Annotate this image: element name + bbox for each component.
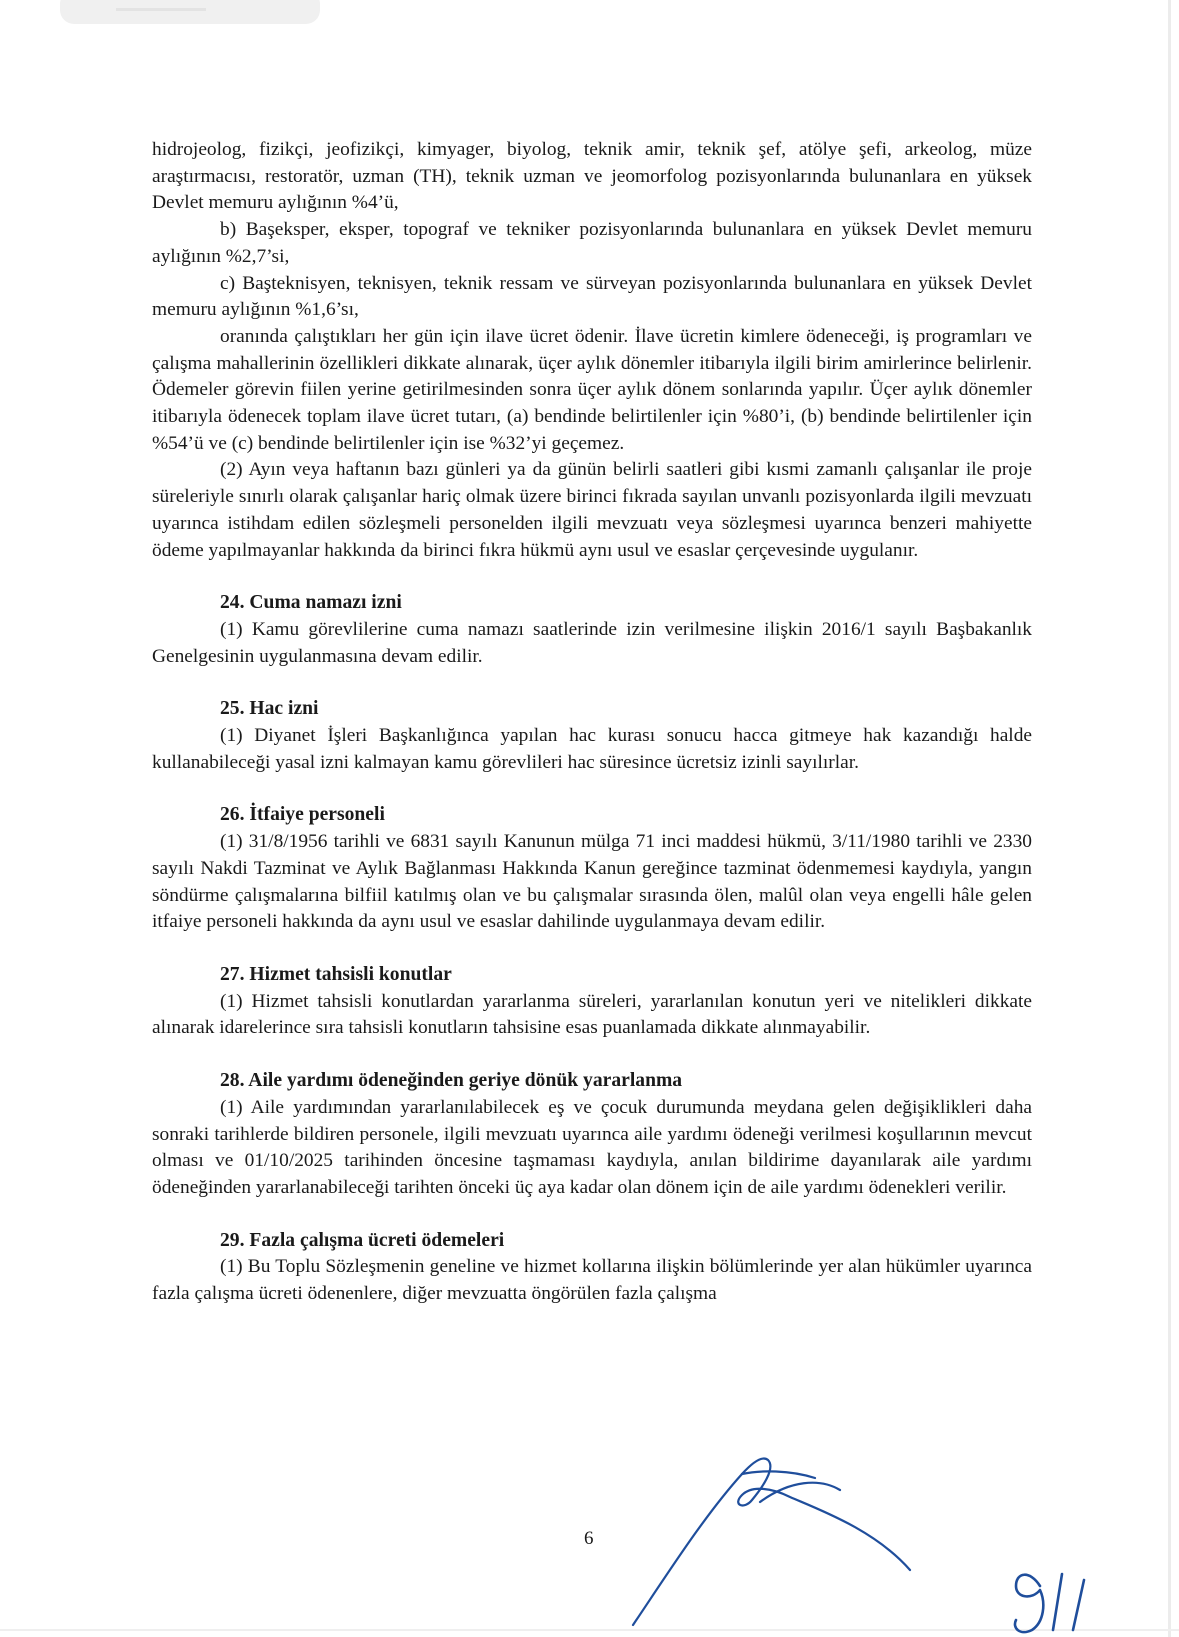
initials-mark [1015,1574,1084,1632]
signature-loop [760,1483,840,1502]
section-heading-28: 28. Aile yardımı ödeneğinden geriye dönük yararlanma [220,1070,683,1092]
paragraph-item-b: b) Başeksper, eksper, topograf ve tekniker pozisyonlarında bulunanlara en yüksek Devlet memuru aylığının %2,7’si, [152,219,1032,267]
paragraph-item-c: c) Başteknisyen, teknisyen, teknik ressam ve sürveyan pozisyonlarında bulunanlara en yüksek Devlet memuru aylığının %1,6’sı, [152,272,1032,321]
page-number: 6 [584,1528,594,1549]
section-text-24: (1) Kamu görevlilerine cuma namazı saatlerinde izin verilmesine ilişkin 2016/1 sayılı Başbakanlık Genelgesinin uygulanmasına devam edilir. [152,618,1032,667]
paragraph-continuation: hidrojeolog, fizikçi, jeofizikçi, kimyager, biyolog, teknik amir, teknik şef, atölye şefi, arkeolog, müze araştırmacısı, restoratör, uzman (TH), teknik uzman ve jeomorfolog pozisyonlarında bulunanlara en yüksek Devlet memuru aylığının %4’ü, [152,139,1032,214]
section-heading-29: 29. Fazla çalışma ücreti ödemeleri [220,1229,505,1251]
signature-tail [742,1471,815,1478]
section-text-26: (1) 31/8/1956 tarihli ve 6831 sayılı Kanunun mülga 71 inci maddesi hükmü, 3/11/1980 tarihli ve 2330 sayılı Nakdi Tazminat ve Aylık Bağlanması Hakkında Kanun gereğince tazminat ödenmemesi kaydıyla, yangın söndürme çalışmalarına bilfiil katılmış olan ve bu çalışmalar sırasında ölen, malûl olan veya engelli hâle gelen itfaiye personeli hakkında da aynı usul ve esaslar dahilinde uygulanmaya devam edilir. [152,831,1032,933]
signature-stroke [633,1458,910,1625]
section-heading-26: 26. İtfaiye personeli [220,804,385,826]
section-heading-24: 24. Cuma namazı izni [220,592,402,614]
section-heading-25: 25. Hac izni [220,698,319,720]
section-text-27: (1) Hizmet tahsisli konutlardan yararlanma süreleri, yararlanılan konutun yeri ve nitelikleri dikkate alınarak idarelerince sıra tahsisli konutların tahsisine esas puanlamada dikkate alınmayabilir. [152,990,1032,1039]
section-text-28: (1) Aile yardımından yararlanılabilecek eş ve çocuk durumunda meydana gelen değişiklikleri daha sonraki tarihlerde bildiren personele, ilgili mevzuatı uyarınca aile yardımı ödeneği verilmesi koşullarının mevcut olması ve 01/10/2025 tarihinden öncesine taşmaması kaydıyla, anılan bildirime dayanılarak aile yardımı ödeneğinden yararlanabileceği tarihten önceki üç aya kadar olan dönem için de aile yardımı ödenekleri verilir. [152,1096,1032,1198]
paragraph-rate: oranında çalıştıkları her gün için ilave ücret ödenir. İlave ücretin kimlere ödeneceği, iş programları ve çalışma mahallerinin özellikleri dikkate alınarak, üçer aylık dönemler itibarıyla ilgili birim amirlerince belirlenir. Ödemeler görevin fiilen yerine getirilmesinden sonra üçer aylık dönem sonlarında yapılır. Üçer aylık dönemler itibarıyla ödenecek toplam ilave ücret tutarı, (a) bendinde belirtilenler için %80’i, (b) bendinde belirtilenler için %54’ü ve (c) bendinde belirtilenler için ise %32’yi geçemez. [152,325,1032,454]
paragraph-clause-2: (2) Ayın veya haftanın bazı günleri ya da günün belirli saatleri gibi kısmi zamanlı çalışanlar ile proje süreleriyle sınırlı olarak çalışanlar hariç olmak üzere birinci fıkrada sayılan unvanlı pozisyonlarda ilgili mevzuatı uyarınca istihdam edilen sözleşmeli personelden ilgili mevzuatı veya sözleşmesi uyarınca benzeri mahiyette ödeme yapılmayanlar hakkında da birinci fıkra hükmü aynı usul ve esaslar çerçevesinde uygulanır. [152,459,1032,561]
section-text-29: (1) Bu Toplu Sözleşmenin geneline ve hizmet kollarına ilişkin bölümlerinde yer alan hükümler uyarınca fazla çalışma ücreti ödenenlere, diğer mevzuatta öngörülen fazla çalışma [152,1256,1032,1305]
section-text-25: (1) Diyanet İşleri Başkanlığınca yapılan hac kurası sonucu hacca gitmeye hak kazandığı halde kullanabileceği yasal izni kalmayan kamu görevlileri hac süresince ücretsiz izinli sayılırlar. [152,725,1032,773]
section-heading-27: 27. Hizmet tahsisli konutlar [220,963,452,985]
